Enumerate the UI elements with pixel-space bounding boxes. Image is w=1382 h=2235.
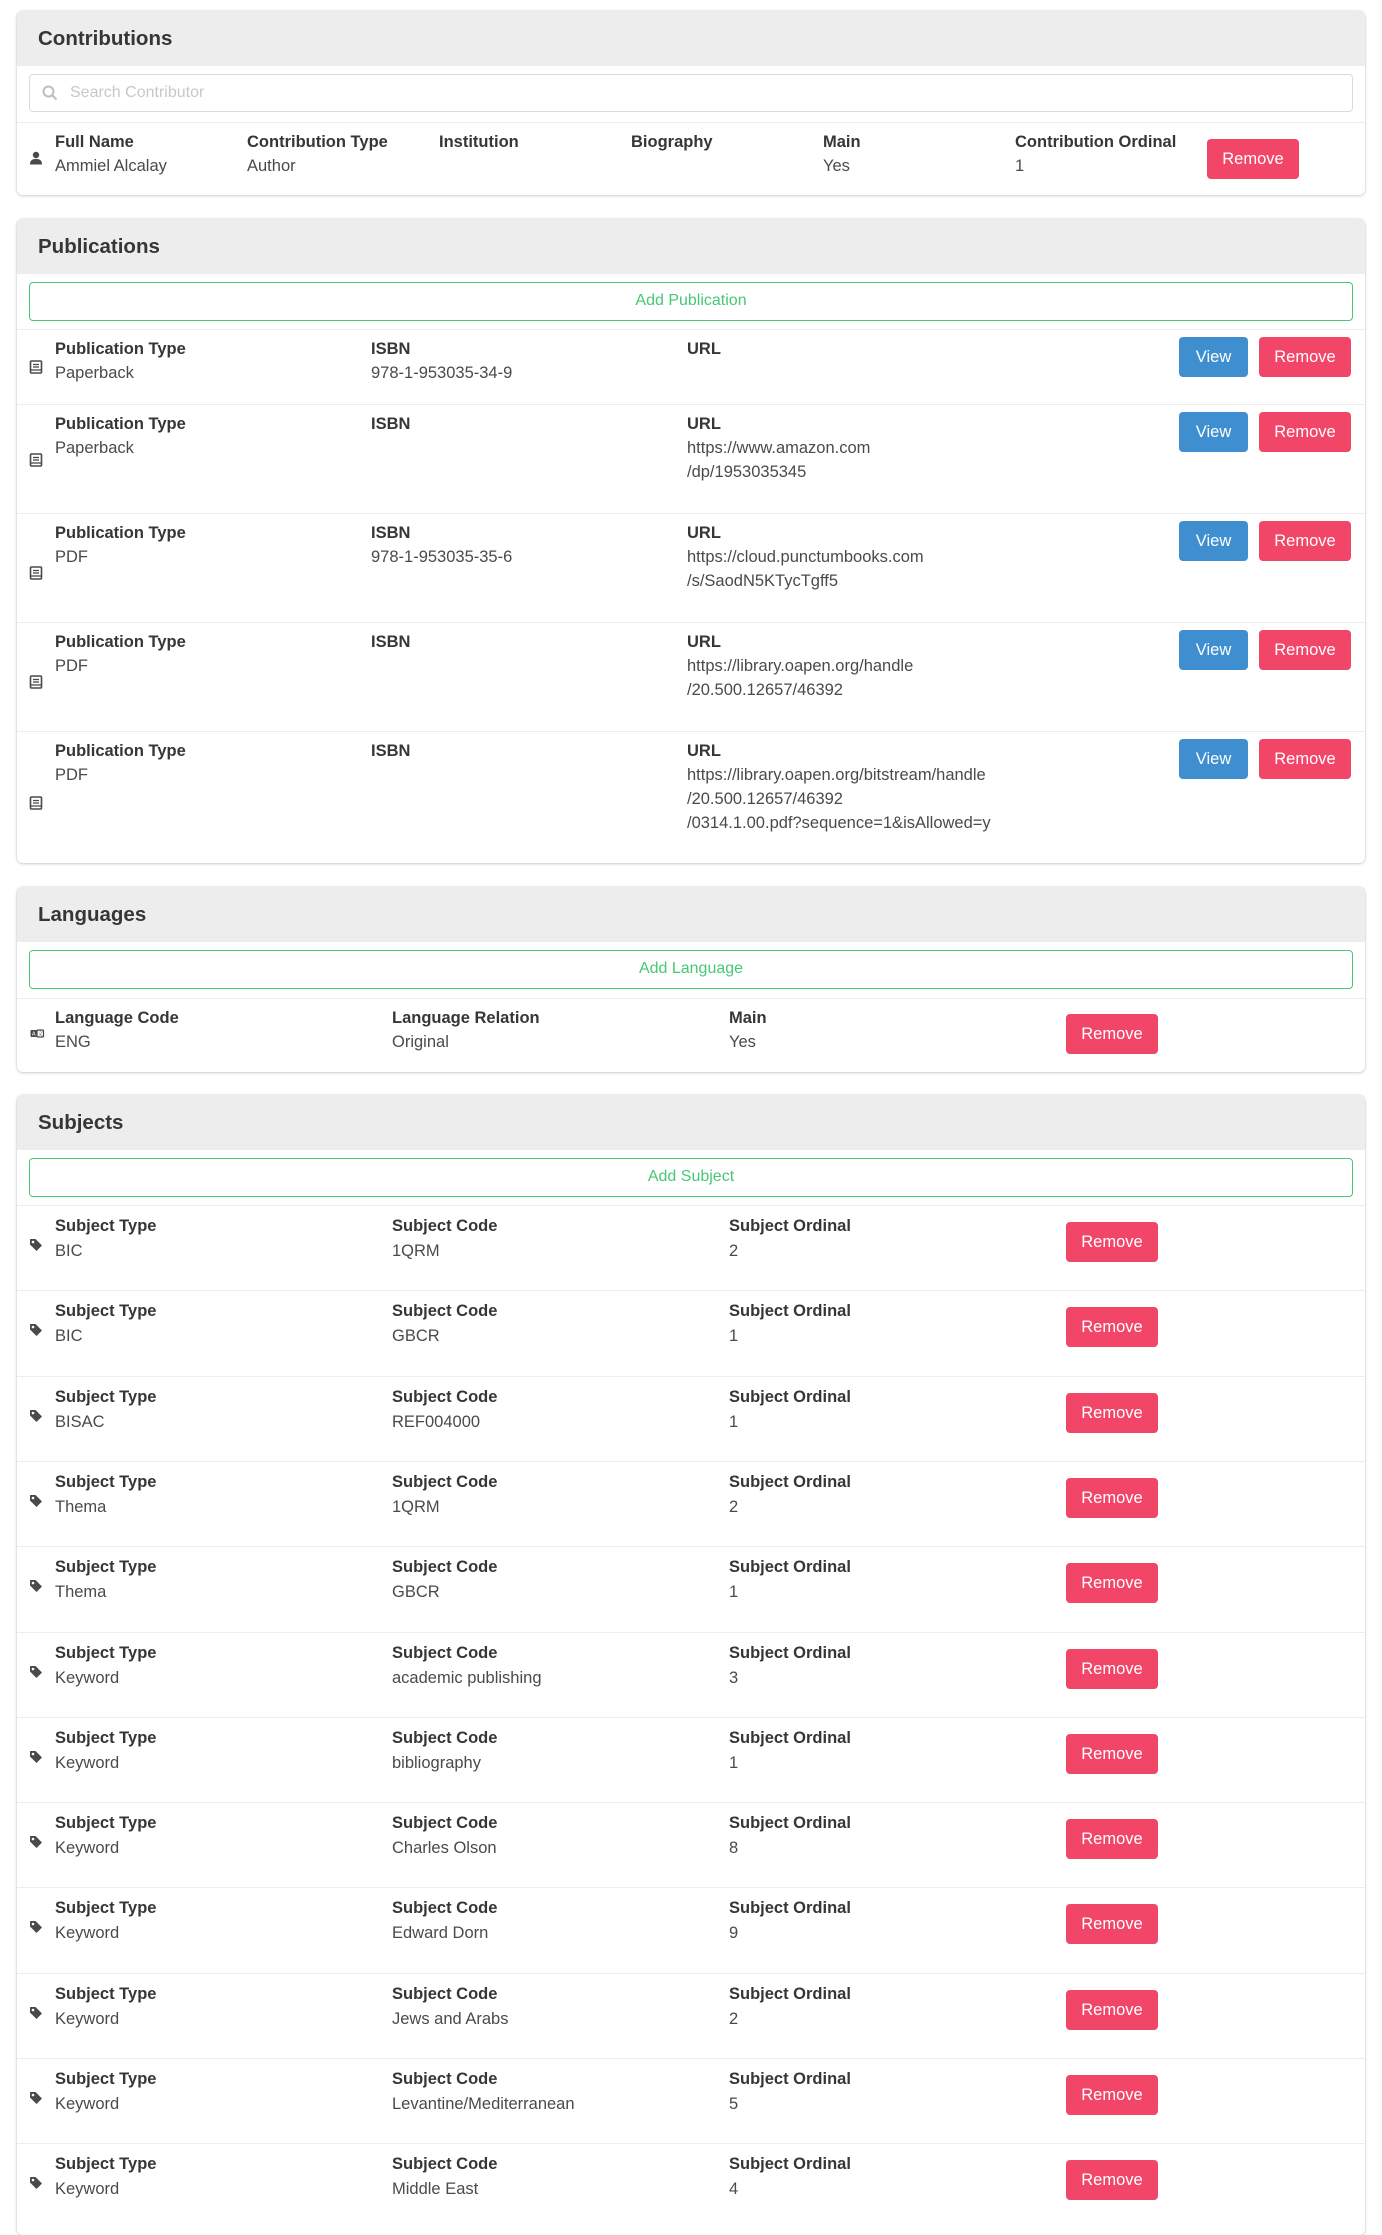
language-relation-value: Original [392,1033,449,1051]
contribution-type-label: Contribution Type [247,133,388,151]
subject-type-label: Subject Type [55,1302,157,1321]
remove-contributor-button[interactable]: Remove [1207,139,1299,179]
book-icon [29,675,43,689]
subject-type-value: Thema [55,1497,107,1516]
publications-panel [17,219,1365,863]
subject-code-label: Subject Code [392,2070,498,2088]
subject-row [17,1376,1365,1462]
book-icon [29,566,43,580]
subject-code-label: Subject Code [392,1558,498,1577]
publication-type-label: Publication Type [55,415,186,433]
svg-text:A: A [31,1031,36,1038]
language-relation-label: Language Relation [392,1009,540,1027]
publication-type-value: Paperback [55,364,134,382]
subject-row [17,2143,1365,2229]
isbn-label: ISBN [371,415,411,433]
url-value-line1: https://cloud.punctumbooks.com [687,548,924,566]
main-value: Yes [823,157,850,175]
subject-type-value: Keyword [55,1924,120,1943]
subject-ordinal-value: 4 [729,2180,739,2199]
url-value-line3: /0314.1.00.pdf?sequence=1&isAllowed=y [687,814,991,832]
subject-code-value: Edward Dorn [392,1924,489,1943]
remove-subject-button[interactable]: Remove [1066,1904,1158,1944]
publications-heading: Publications [17,219,1365,274]
subject-ordinal-label: Subject Ordinal [729,1984,851,2003]
subject-row [17,1461,1365,1547]
subject-ordinal-label: Subject Ordinal [729,2070,851,2088]
remove-language-button[interactable]: Remove [1066,1014,1158,1054]
view-publication-button[interactable]: View [1179,630,1248,670]
url-label: URL [687,524,721,542]
subject-code-value: 1QRM [392,1497,440,1516]
full-name-label: Full Name [55,133,134,151]
remove-subject-button[interactable]: Remove [1066,1734,1158,1774]
tag-icon [29,2176,43,2190]
subject-code-label: Subject Code [392,1984,498,2003]
subject-ordinal-value: 2 [729,1242,739,1260]
add-subject-button[interactable]: Add Subject [29,1158,1353,1197]
url-label: URL [687,742,721,760]
subject-ordinal-value: 2 [729,1497,739,1516]
tag-icon [29,1238,43,1252]
subject-code-value: GBCR [392,1327,440,1346]
subject-type-value: BISAC [55,1412,105,1431]
subject-code-label: Subject Code [392,1217,498,1235]
subject-ordinal-label: Subject Ordinal [729,1643,851,1662]
book-icon [29,360,43,374]
subject-ordinal-value: 1 [729,1412,739,1431]
contribution-type-value: Author [247,157,296,175]
subject-row [17,2058,1365,2144]
subject-code-label: Subject Code [392,1387,498,1406]
search-icon [42,85,58,101]
subject-type-label: Subject Type [55,1643,157,1662]
subject-type-value: Keyword [55,1753,120,1772]
publication-type-value: PDF [55,657,88,675]
url-label: URL [687,340,721,358]
publication-row [17,513,1365,623]
tag-icon [29,1494,43,1508]
url-label: URL [687,633,721,651]
languages-heading: Languages [17,887,1365,942]
language-main-value: Yes [729,1033,756,1051]
view-publication-button[interactable]: View [1179,412,1248,452]
subject-ordinal-label: Subject Ordinal [729,1387,851,1406]
subject-code-value: 1QRM [392,1242,440,1260]
contributions-heading: Contributions [17,11,1365,66]
subject-row [17,1887,1365,1973]
book-icon [29,453,43,467]
publication-type-label: Publication Type [55,742,186,760]
main-label: Main [823,133,861,151]
subject-code-value: Jews and Arabs [392,2009,509,2028]
languages-panel [17,887,1365,1072]
publication-row [17,731,1365,863]
subject-code-label: Subject Code [392,2155,498,2174]
tag-icon [29,1579,43,1593]
subject-type-label: Subject Type [55,1899,157,1918]
remove-publication-button[interactable]: Remove [1259,739,1351,779]
isbn-label: ISBN [371,633,411,651]
subject-code-value: Charles Olson [392,1839,497,1858]
subject-type-value: Keyword [55,2180,120,2199]
remove-subject-button[interactable]: Remove [1066,1393,1158,1433]
url-value-line1: https://library.oapen.org/bitstream/handle [687,766,986,784]
subject-ordinal-value: 5 [729,2095,739,2113]
remove-subject-button[interactable]: Remove [1066,1307,1158,1347]
remove-subject-button[interactable]: Remove [1066,1563,1158,1603]
subject-type-label: Subject Type [55,1728,157,1747]
language-row [17,998,1365,1072]
tag-icon [29,1665,43,1679]
isbn-label: ISBN [371,742,411,760]
publication-type-value: PDF [55,766,88,784]
contributor-row [17,122,1365,195]
subject-ordinal-label: Subject Ordinal [729,1728,851,1747]
tag-icon [29,1835,43,1849]
url-value-line2: /20.500.12657/46392 [687,790,843,808]
subject-type-value: Thema [55,1583,107,1602]
subject-type-label: Subject Type [55,2070,157,2088]
svg-text:文: 文 [37,1031,44,1038]
subject-code-label: Subject Code [392,1643,498,1662]
subject-ordinal-value: 2 [729,2009,739,2028]
remove-subject-button[interactable]: Remove [1066,1990,1158,2030]
subject-ordinal-value: 1 [729,1753,739,1772]
url-label: URL [687,415,721,433]
subject-ordinal-label: Subject Ordinal [729,1302,851,1321]
subject-code-value: Middle East [392,2180,479,2199]
subject-type-label: Subject Type [55,1217,157,1235]
isbn-label: ISBN [371,340,411,358]
biography-label: Biography [631,133,713,151]
subject-row [17,1973,1365,2059]
url-value-line1: https://library.oapen.org/handle [687,657,914,675]
url-value-line2: /dp/1953035345 [687,463,807,481]
subject-code-value: REF004000 [392,1412,481,1431]
subject-code-value: Levantine/Mediterranean [392,2095,575,2113]
subject-type-label: Subject Type [55,1558,157,1577]
contributions-panel [17,11,1365,195]
search-contributor-field[interactable] [29,74,1353,112]
add-publication-button[interactable]: Add Publication [29,282,1353,321]
publication-row [17,404,1365,514]
tag-icon [29,1750,43,1764]
search-contributor-input[interactable] [70,75,1270,111]
isbn-label: ISBN [371,524,411,542]
subject-ordinal-label: Subject Ordinal [729,1472,851,1491]
subject-row [17,1205,1365,1291]
subject-ordinal-value: 9 [729,1924,739,1943]
subject-ordinal-label: Subject Ordinal [729,2155,851,2174]
publication-type-label: Publication Type [55,524,186,542]
tag-icon [29,2091,43,2105]
subject-row [17,1717,1365,1803]
add-language-button[interactable]: Add Language [29,950,1353,989]
subject-code-value: bibliography [392,1753,481,1772]
language-main-label: Main [729,1009,767,1027]
subject-type-label: Subject Type [55,1814,157,1833]
tag-icon [29,1920,43,1934]
subject-row [17,1802,1365,1888]
book-icon [29,796,43,810]
tag-icon [29,1323,43,1337]
tag-icon [29,1409,43,1423]
user-icon [29,151,43,165]
subject-row [17,1632,1365,1718]
subject-type-label: Subject Type [55,1387,157,1406]
subject-code-label: Subject Code [392,1302,498,1321]
contribution-ordinal-value: 1 [1015,157,1025,175]
subject-ordinal-label: Subject Ordinal [729,1814,851,1833]
subject-type-value: Keyword [55,1839,120,1858]
remove-publication-button[interactable]: Remove [1259,521,1351,561]
isbn-value: 978-1-953035-34-9 [371,364,513,382]
subject-type-label: Subject Type [55,1984,157,2003]
subject-code-value: GBCR [392,1583,440,1602]
subject-type-value: Keyword [55,2009,120,2028]
publication-row [17,622,1365,732]
view-publication-button[interactable]: View [1179,521,1248,561]
subject-type-label: Subject Type [55,1472,157,1491]
subject-ordinal-value: 8 [729,1839,739,1858]
subject-type-value: Keyword [55,2095,120,2113]
url-value-line1: https://www.amazon.com [687,439,871,457]
subject-type-value: BIC [55,1242,83,1260]
subjects-panel [17,1095,1365,2235]
remove-publication-button[interactable]: Remove [1259,337,1351,377]
remove-subject-button[interactable]: Remove [1066,1649,1158,1689]
subject-code-label: Subject Code [392,1899,498,1918]
remove-subject-button[interactable]: Remove [1066,1478,1158,1518]
subject-ordinal-value: 3 [729,1668,739,1687]
remove-subject-button[interactable]: Remove [1066,2160,1158,2200]
subject-code-label: Subject Code [392,1814,498,1833]
subject-ordinal-label: Subject Ordinal [729,1558,851,1577]
publication-type-label: Publication Type [55,633,186,651]
publication-type-value: Paperback [55,439,134,457]
subject-ordinal-value: 1 [729,1327,739,1346]
tag-icon [29,2006,43,2020]
publication-type-label: Publication Type [55,340,186,358]
subject-type-value: Keyword [55,1668,120,1687]
subject-ordinal-label: Subject Ordinal [729,1217,851,1235]
language-code-label: Language Code [55,1009,179,1027]
subject-row [17,1290,1365,1376]
view-publication-button[interactable]: View [1179,337,1248,377]
subjects-heading: Subjects [17,1095,1365,1150]
subject-type-label: Subject Type [55,2155,157,2174]
remove-subject-button[interactable]: Remove [1066,1819,1158,1859]
publication-type-value: PDF [55,548,88,566]
remove-publication-button[interactable]: Remove [1259,630,1351,670]
url-value-line2: /20.500.12657/46392 [687,681,843,699]
view-publication-button[interactable]: View [1179,739,1248,779]
remove-subject-button[interactable]: Remove [1066,2075,1158,2115]
remove-publication-button[interactable]: Remove [1259,412,1351,452]
institution-label: Institution [439,133,519,151]
subject-type-value: BIC [55,1327,83,1346]
publication-row [17,329,1365,405]
full-name-value: Ammiel Alcalay [55,157,167,175]
subject-code-label: Subject Code [392,1472,498,1491]
subject-code-label: Subject Code [392,1728,498,1747]
language-code-value: ENG [55,1033,91,1051]
subject-code-value: academic publishing [392,1668,542,1687]
subject-ordinal-value: 1 [729,1583,739,1602]
remove-subject-button[interactable]: Remove [1066,1222,1158,1262]
url-value-line2: /s/SaodN5KTycTgff5 [687,572,839,590]
isbn-value: 978-1-953035-35-6 [371,548,513,566]
subject-row [17,1546,1365,1632]
contribution-ordinal-label: Contribution Ordinal [1015,133,1177,151]
language-icon [29,1027,45,1041]
subject-ordinal-label: Subject Ordinal [729,1899,851,1918]
